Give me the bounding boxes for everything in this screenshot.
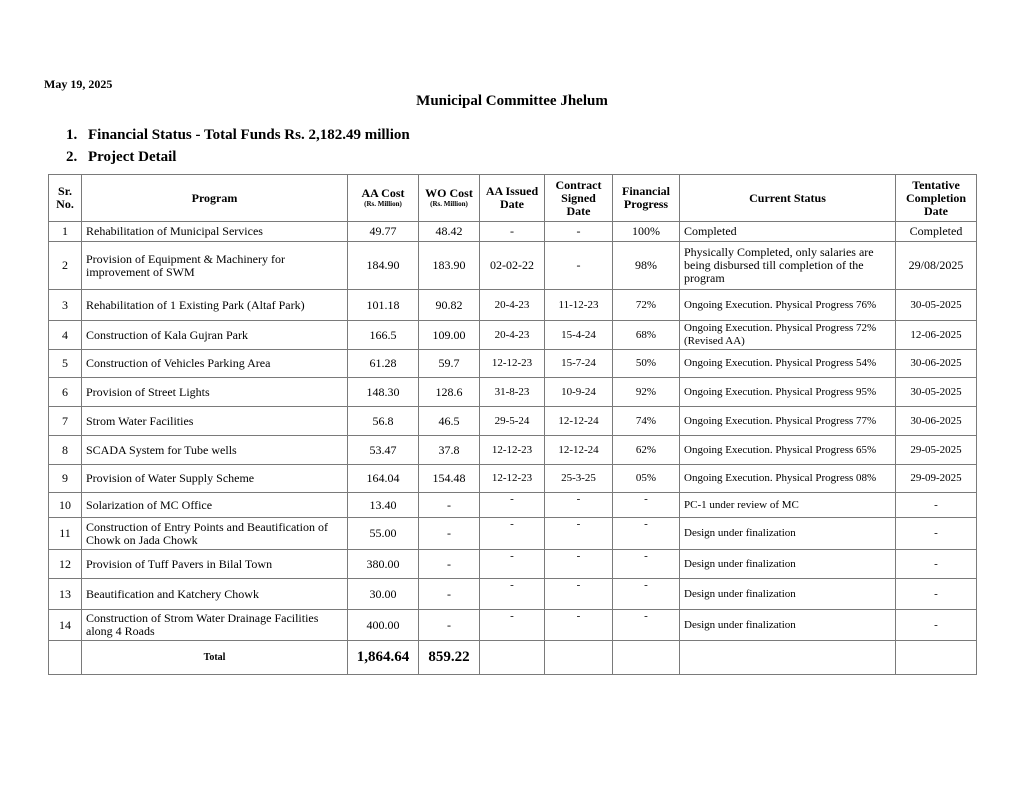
total-aa-cost: 1,864.64 [348, 641, 419, 675]
cell-completion-date: 12-06-2025 [896, 321, 977, 350]
cell-financial-progress: 50% [613, 350, 680, 378]
cell-sr-no: 3 [49, 290, 82, 321]
cell-sr-no: 12 [49, 550, 82, 579]
header-current-status: Current Status [680, 175, 896, 222]
cell-aa-cost: 164.04 [348, 465, 419, 493]
cell-program: Provision of Equipment & Machinery for improvement of SWM [82, 242, 348, 290]
table-row [49, 579, 977, 610]
cell-sr-no: 2 [49, 242, 82, 290]
cell-current-status: Ongoing Execution. Physical Progress 54% [680, 350, 896, 378]
cell-contract-signed-date: 25-3-25 [545, 465, 613, 493]
total-empty-cell [545, 641, 613, 675]
cell-financial-progress: 92% [613, 378, 680, 407]
table-row [49, 290, 977, 321]
cell-financial-progress: - [613, 550, 680, 579]
cell-sr-no: 7 [49, 407, 82, 436]
cell-contract-signed-date: 12-12-24 [545, 436, 613, 465]
cell-sr-no: 14 [49, 610, 82, 641]
cell-contract-signed-date: - [545, 518, 613, 550]
cell-program: Provision of Water Supply Scheme [82, 465, 348, 493]
cell-sr-no: 8 [49, 436, 82, 465]
cell-aa-issued-date: - [480, 222, 545, 242]
cell-completion-date: 30-05-2025 [896, 378, 977, 407]
cell-sr-no: 9 [49, 465, 82, 493]
table-row [49, 321, 977, 350]
cell-aa-issued-date: - [480, 610, 545, 641]
cell-completion-date: - [896, 579, 977, 610]
cell-contract-signed-date: - [545, 579, 613, 610]
total-empty-cell [480, 641, 545, 675]
cell-contract-signed-date: 15-4-24 [545, 321, 613, 350]
table-row [49, 550, 977, 579]
cell-current-status: Ongoing Execution. Physical Progress 08% [680, 465, 896, 493]
cell-aa-cost: 184.90 [348, 242, 419, 290]
cell-current-status: Ongoing Execution. Physical Progress 76% [680, 290, 896, 321]
cell-aa-issued-date: 12-12-23 [480, 436, 545, 465]
total-label: Total [82, 641, 348, 675]
section-text: Project Detail [88, 149, 177, 165]
cell-aa-issued-date: 20-4-23 [480, 321, 545, 350]
cell-aa-cost: 400.00 [348, 610, 419, 641]
cell-program: Construction of Strom Water Drainage Facilities along 4 Roads [82, 610, 348, 641]
cell-financial-progress: 05% [613, 465, 680, 493]
project-detail-table [48, 174, 977, 675]
table-row [49, 222, 977, 242]
table-row [49, 378, 977, 407]
cell-contract-signed-date: - [545, 493, 613, 518]
cell-wo-cost: - [419, 579, 480, 610]
cell-wo-cost: 154.48 [419, 465, 480, 493]
header-aa-cost [348, 175, 419, 222]
cell-sr-no: 10 [49, 493, 82, 518]
cell-contract-signed-date: 15-7-24 [545, 350, 613, 378]
total-empty-cell [680, 641, 896, 675]
cell-wo-cost: - [419, 518, 480, 550]
cell-financial-progress: 98% [613, 242, 680, 290]
cell-wo-cost: 183.90 [419, 242, 480, 290]
cell-sr-no: 4 [49, 321, 82, 350]
cell-wo-cost: - [419, 493, 480, 518]
cell-completion-date: 29-09-2025 [896, 465, 977, 493]
cell-financial-progress: 62% [613, 436, 680, 465]
cell-program: Strom Water Facilities [82, 407, 348, 436]
cell-contract-signed-date: - [545, 550, 613, 579]
cell-program: Construction of Vehicles Parking Area [82, 350, 348, 378]
cell-completion-date: Completed [896, 222, 977, 242]
cell-financial-progress: 68% [613, 321, 680, 350]
table-row [49, 436, 977, 465]
header-sr-no: Sr. No. [49, 175, 82, 222]
cell-wo-cost: 128.6 [419, 378, 480, 407]
document-title: Municipal Committee Jhelum [416, 93, 608, 109]
cell-aa-cost: 55.00 [348, 518, 419, 550]
cell-aa-issued-date: - [480, 518, 545, 550]
header-wo-cost-label: WO Cost [425, 186, 473, 200]
cell-wo-cost: 46.5 [419, 407, 480, 436]
cell-aa-issued-date: 12-12-23 [480, 465, 545, 493]
cell-sr-no: 1 [49, 222, 82, 242]
cell-completion-date: 30-06-2025 [896, 407, 977, 436]
cell-program: SCADA System for Tube wells [82, 436, 348, 465]
header-program: Program [82, 175, 348, 222]
cell-aa-issued-date: 20-4-23 [480, 290, 545, 321]
cell-program: Provision of Street Lights [82, 378, 348, 407]
cell-current-status: Physically Completed, only salaries are being disbursed till completion of the program [680, 242, 896, 290]
cell-wo-cost: - [419, 550, 480, 579]
cell-wo-cost: - [419, 610, 480, 641]
header-wo-cost-unit: (Rs. Million) [430, 200, 468, 208]
cell-financial-progress: - [613, 518, 680, 550]
header-financial-progress: Financial Progress [613, 175, 680, 222]
cell-sr-no: 13 [49, 579, 82, 610]
total-sr-cell [49, 641, 82, 675]
cell-contract-signed-date: 12-12-24 [545, 407, 613, 436]
table-row [49, 610, 977, 641]
cell-current-status: Design under finalization [680, 610, 896, 641]
header-aa-cost-label: AA Cost [361, 186, 405, 200]
table-row [49, 242, 977, 290]
table-header-row [49, 175, 977, 222]
section-item [66, 124, 410, 146]
cell-completion-date: - [896, 518, 977, 550]
table-row [49, 407, 977, 436]
table-row [49, 350, 977, 378]
cell-sr-no: 5 [49, 350, 82, 378]
cell-aa-cost: 166.5 [348, 321, 419, 350]
cell-financial-progress: 72% [613, 290, 680, 321]
cell-wo-cost: 90.82 [419, 290, 480, 321]
cell-aa-issued-date: - [480, 550, 545, 579]
cell-wo-cost: 109.00 [419, 321, 480, 350]
cell-program: Provision of Tuff Pavers in Bilal Town [82, 550, 348, 579]
document-date: May 19, 2025 [44, 77, 113, 91]
cell-current-status: Design under finalization [680, 579, 896, 610]
header-contract-signed-date: Contract Signed Date [545, 175, 613, 222]
cell-contract-signed-date: - [545, 242, 613, 290]
section-text: Financial Status - Total Funds Rs. 2,182.49 million [88, 127, 410, 143]
cell-current-status: Completed [680, 222, 896, 242]
section-list [66, 124, 410, 168]
cell-completion-date: 30-06-2025 [896, 350, 977, 378]
header-completion-date: Tentative Completion Date [896, 175, 977, 222]
cell-financial-progress: - [613, 579, 680, 610]
cell-current-status: Ongoing Execution. Physical Progress 72% (Revised AA) [680, 321, 896, 350]
cell-aa-cost: 13.40 [348, 493, 419, 518]
section-item [66, 146, 410, 168]
cell-financial-progress: - [613, 610, 680, 641]
cell-aa-cost: 148.30 [348, 378, 419, 407]
section-number: 1. [66, 127, 78, 143]
cell-current-status: Ongoing Execution. Physical Progress 95% [680, 378, 896, 407]
cell-financial-progress: - [613, 493, 680, 518]
cell-completion-date: - [896, 550, 977, 579]
cell-current-status: PC-1 under review of MC [680, 493, 896, 518]
cell-wo-cost: 59.7 [419, 350, 480, 378]
cell-program: Beautification and Katchery Chowk [82, 579, 348, 610]
cell-wo-cost: 48.42 [419, 222, 480, 242]
cell-aa-cost: 56.8 [348, 407, 419, 436]
header-aa-issued-date: AA Issued Date [480, 175, 545, 222]
cell-completion-date: - [896, 493, 977, 518]
cell-aa-cost: 61.28 [348, 350, 419, 378]
table-row [49, 465, 977, 493]
cell-current-status: Design under finalization [680, 550, 896, 579]
cell-contract-signed-date: 11-12-23 [545, 290, 613, 321]
cell-aa-issued-date: 12-12-23 [480, 350, 545, 378]
cell-aa-cost: 30.00 [348, 579, 419, 610]
header-aa-cost-unit: (Rs. Million) [364, 200, 402, 208]
cell-financial-progress: 100% [613, 222, 680, 242]
cell-aa-issued-date: 02-02-22 [480, 242, 545, 290]
cell-current-status: Ongoing Execution. Physical Progress 65% [680, 436, 896, 465]
table-row [49, 493, 977, 518]
cell-aa-issued-date: - [480, 493, 545, 518]
cell-aa-issued-date: 29-5-24 [480, 407, 545, 436]
cell-contract-signed-date: - [545, 222, 613, 242]
cell-sr-no: 6 [49, 378, 82, 407]
cell-aa-cost: 380.00 [348, 550, 419, 579]
cell-contract-signed-date: - [545, 610, 613, 641]
cell-program: Construction of Entry Points and Beautification of Chowk on Jada Chowk [82, 518, 348, 550]
cell-program: Solarization of MC Office [82, 493, 348, 518]
cell-program: Construction of Kala Gujran Park [82, 321, 348, 350]
cell-program: Rehabilitation of Municipal Services [82, 222, 348, 242]
total-empty-cell [896, 641, 977, 675]
cell-wo-cost: 37.8 [419, 436, 480, 465]
cell-aa-cost: 49.77 [348, 222, 419, 242]
section-number: 2. [66, 149, 78, 165]
cell-completion-date: - [896, 610, 977, 641]
cell-financial-progress: 74% [613, 407, 680, 436]
cell-contract-signed-date: 10-9-24 [545, 378, 613, 407]
total-wo-cost: 859.22 [419, 641, 480, 675]
cell-current-status: Ongoing Execution. Physical Progress 77% [680, 407, 896, 436]
cell-completion-date: 30-05-2025 [896, 290, 977, 321]
cell-aa-cost: 101.18 [348, 290, 419, 321]
total-empty-cell [613, 641, 680, 675]
table-row [49, 518, 977, 550]
cell-completion-date: 29-05-2025 [896, 436, 977, 465]
cell-aa-issued-date: 31-8-23 [480, 378, 545, 407]
header-wo-cost [419, 175, 480, 222]
cell-aa-cost: 53.47 [348, 436, 419, 465]
cell-sr-no: 11 [49, 518, 82, 550]
cell-program: Rehabilitation of 1 Existing Park (Altaf Park) [82, 290, 348, 321]
cell-current-status: Design under finalization [680, 518, 896, 550]
cell-completion-date: 29/08/2025 [896, 242, 977, 290]
cell-aa-issued-date: - [480, 579, 545, 610]
table-total-row [49, 641, 977, 675]
